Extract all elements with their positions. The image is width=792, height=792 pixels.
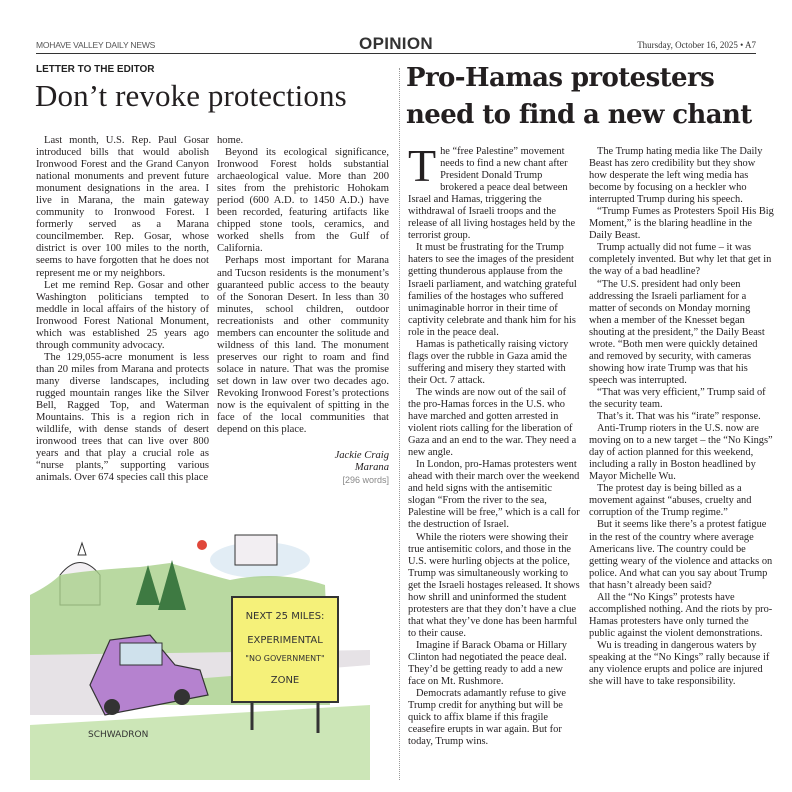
paragraph: Anti-Trump rioters in the U.S. now are moving on to a new target – the “No Kings” day of action planned for this weekend, including a rally in Boston headlined by Mayor Michelle Wu. <box>589 423 773 483</box>
paragraph: Democrats adamantly refuse to give Trump credit for anything but will be quick to affix blame if this fragile ceasefire erupts in war again. But for today, Trump wins. <box>408 688 567 748</box>
section-title: OPINION <box>359 34 433 53</box>
letter-headline: Don’t revoke protections <box>35 78 347 113</box>
paragraph: It must be frustrating for the Trump haters to see the images of the president getting thunderous applause from the Israeli parliament, and watching grateful families of the hostages who suffered unimaginable horror in their time of captivity celebrate and thank him for his role in the peace deal. <box>408 242 577 338</box>
paragraph-continuation: home. <box>217 135 244 146</box>
column-divider <box>399 68 400 780</box>
letter-column-1 <box>36 135 209 484</box>
paragraph: The Trump hating media like The Daily Beast has zero credibility but they show how desperate the left wing media has become by focusing on a heckler who interrupted Trump during his speech. <box>589 146 763 206</box>
paragraph: Hamas is pathetically raising victory flags over the rubble in Gaza amid the suffering and misery they started with their Oct. 7 attack. <box>408 338 569 386</box>
sign-line-1: NEXT 25 MILES: <box>245 611 325 622</box>
author-location: Marana <box>354 462 389 474</box>
sign-line-3: "NO GOVERNMENT" <box>245 654 325 663</box>
opinion-column-1 <box>408 140 580 748</box>
editorial-cartoon <box>30 515 370 780</box>
lead-paragraph <box>408 140 580 242</box>
headline-line-1: Pro-Hamas protesters <box>406 63 715 93</box>
paragraph: The winds are now out of the sail of the pro-Hamas forces in the U.S. who have marched and gotten arrested in violent riots calling for the liberation of Gaza and an end to the war. They need a new angle. <box>408 386 577 459</box>
paragraph: While the rioters were showing their true antisemitic colors, and those in the U.S. were hurling objects at the police, Trump was simultaneously working to get the Israeli hostages released. It shows how shrill and uninformed the student protesters are that they don’t have a clue that what they’ve done has been harmful to their cause. <box>408 531 580 639</box>
paragraph: Imagine if Barack Obama or Hillary Clinton had negotiated the peace deal. They’d be getting ready to add a new face on Mt. Rushmore. <box>408 639 567 688</box>
paragraph: All the “No Kings” protests have accomplished nothing. And the riots by pro-Hamas protesters have only turned the public against the violent demonstrations. <box>589 591 773 639</box>
paragraph: “Trump Fumes as Protesters Spoil His Big Moment,” is the blaring headline in the Daily Beast. <box>589 206 774 242</box>
author-name: Jackie Craig <box>334 450 389 462</box>
paragraph: “That was very efficient,” Trump said of the security team. <box>589 386 766 410</box>
paragraph: Trump actually did not fume – it was completely invented. But why let that get in the way of a bad headline? <box>589 242 772 278</box>
paragraph: The protest day is being billed as a movement against “abuses, cruelty and corruption of the Trump regime.” <box>589 483 752 519</box>
letter-kicker: LETTER TO THE EDITOR <box>36 64 155 75</box>
paragraph: Last month, U.S. Rep. Paul Gosar introduced bills that would abolish Ironwood Forest and the Grand Canyon national monuments and prevent future monument designations in the area. I live in Marana, the main gateway community to Ironwood Forest. I formerly served as a Marana councilmember. Rep. Gosar, whose district is over 100 miles to the north, seems to have forgotten that he does not represent me or my neighbors. <box>36 135 209 279</box>
paragraph: “The U.S. president had only been addressing the Israeli parliament for a matter of seconds on Monday morning when a member of the Knesset began shouting at the president,” the Daily Beast wrote. “Both men were quickly detained and removed by security, with cameras showing how irate Trump was that his speech was interrupted. <box>589 278 765 386</box>
column-headline <box>406 60 786 134</box>
opinion-column-2 <box>589 146 774 688</box>
word-count: [296 words] <box>342 475 389 486</box>
lead-text: he “free Palestine” movement needs to find a new chant after President Donald Trump brokered a peace deal between Israel and Hamas, triggering the withdrawal of Israeli troops and the release of all living hostages held by the terrorist group. <box>408 146 576 242</box>
letter-column-2 <box>217 135 389 486</box>
paragraph: In London, pro-Hamas protesters went ahead with their march over the weekend and held signs with the antisemitic slogan “From the river to the sea, Palestine will be free,” which is a call for the destruction of Israel. <box>408 459 580 531</box>
headline-line-2: need to find a new chant <box>406 100 752 130</box>
sign-line-2: EXPERIMENTAL <box>247 635 323 646</box>
sign-line-4: ZONE <box>270 675 300 686</box>
paragraph: Perhaps most important for Marana and Tucson residents is the monument’s guaranteed public access to the beauty of the Sonoran Desert. In less than 30 minutes, school children, outdoor recreationists and other community members can encounter the solitude and wildness of this land. The monument preserves our right to roam and find solace in nature. That was the promise set down in law over two decades ago. Revoking Ironwood Forest’s protections now is the equivalent of spitting in the face of the local communities that depend on this place. <box>217 255 389 436</box>
paragraph: But it seems like there’s a protest fatigue in the rest of the country where average Americans live. The country could be getting weary of the violence and attacks on police. And what can you say about Trump that hasn’t already been said? <box>589 519 773 591</box>
paragraph: Let me remind Rep. Gosar and other Washington politicians tempted to meddle in local affairs of the history of Ironwood Forest National Monument, which was established 25 years ago through community advocacy. <box>36 279 209 351</box>
paragraph: Beyond its ecological significance, Ironwood Forest holds substantial archaeological value. More than 200 sites from the prehistoric Hohokam period (600 A.D. to 1450 A.D.) have been recorded, featuring artifacts like chipped stone tools, ceramics, and worked shells from the Gulf of California. <box>217 147 389 255</box>
paragraph: Wu is treading in dangerous waters by speaking at the “No Kings” rally because if any violence erupts and police are injured she will have to take responsibility. <box>589 639 770 688</box>
cartoonist-signature: SCHWADRON <box>88 730 149 740</box>
newspaper-name: MOHAVE VALLEY DAILY NEWS <box>36 40 156 50</box>
paragraph: The 129,055-acre monument is less than 20 miles from Marana and protects many diverse landscapes, including rugged mountain ranges like the Silver Bell, Ragged Top, and Waterman Mountains. This is a region rich in wildlife, with dense stands of desert ironwood trees that can live over 800 years and that play a crucial role as “nurse plants,” supporting various animals. Over 674 species call this place <box>36 351 209 484</box>
dateline: Thursday, October 16, 2025 • A7 <box>637 40 756 50</box>
drop-cap: T <box>408 140 437 191</box>
header-rule <box>36 53 756 54</box>
paragraph: That’s it. That was his “irate” response. <box>597 411 761 423</box>
